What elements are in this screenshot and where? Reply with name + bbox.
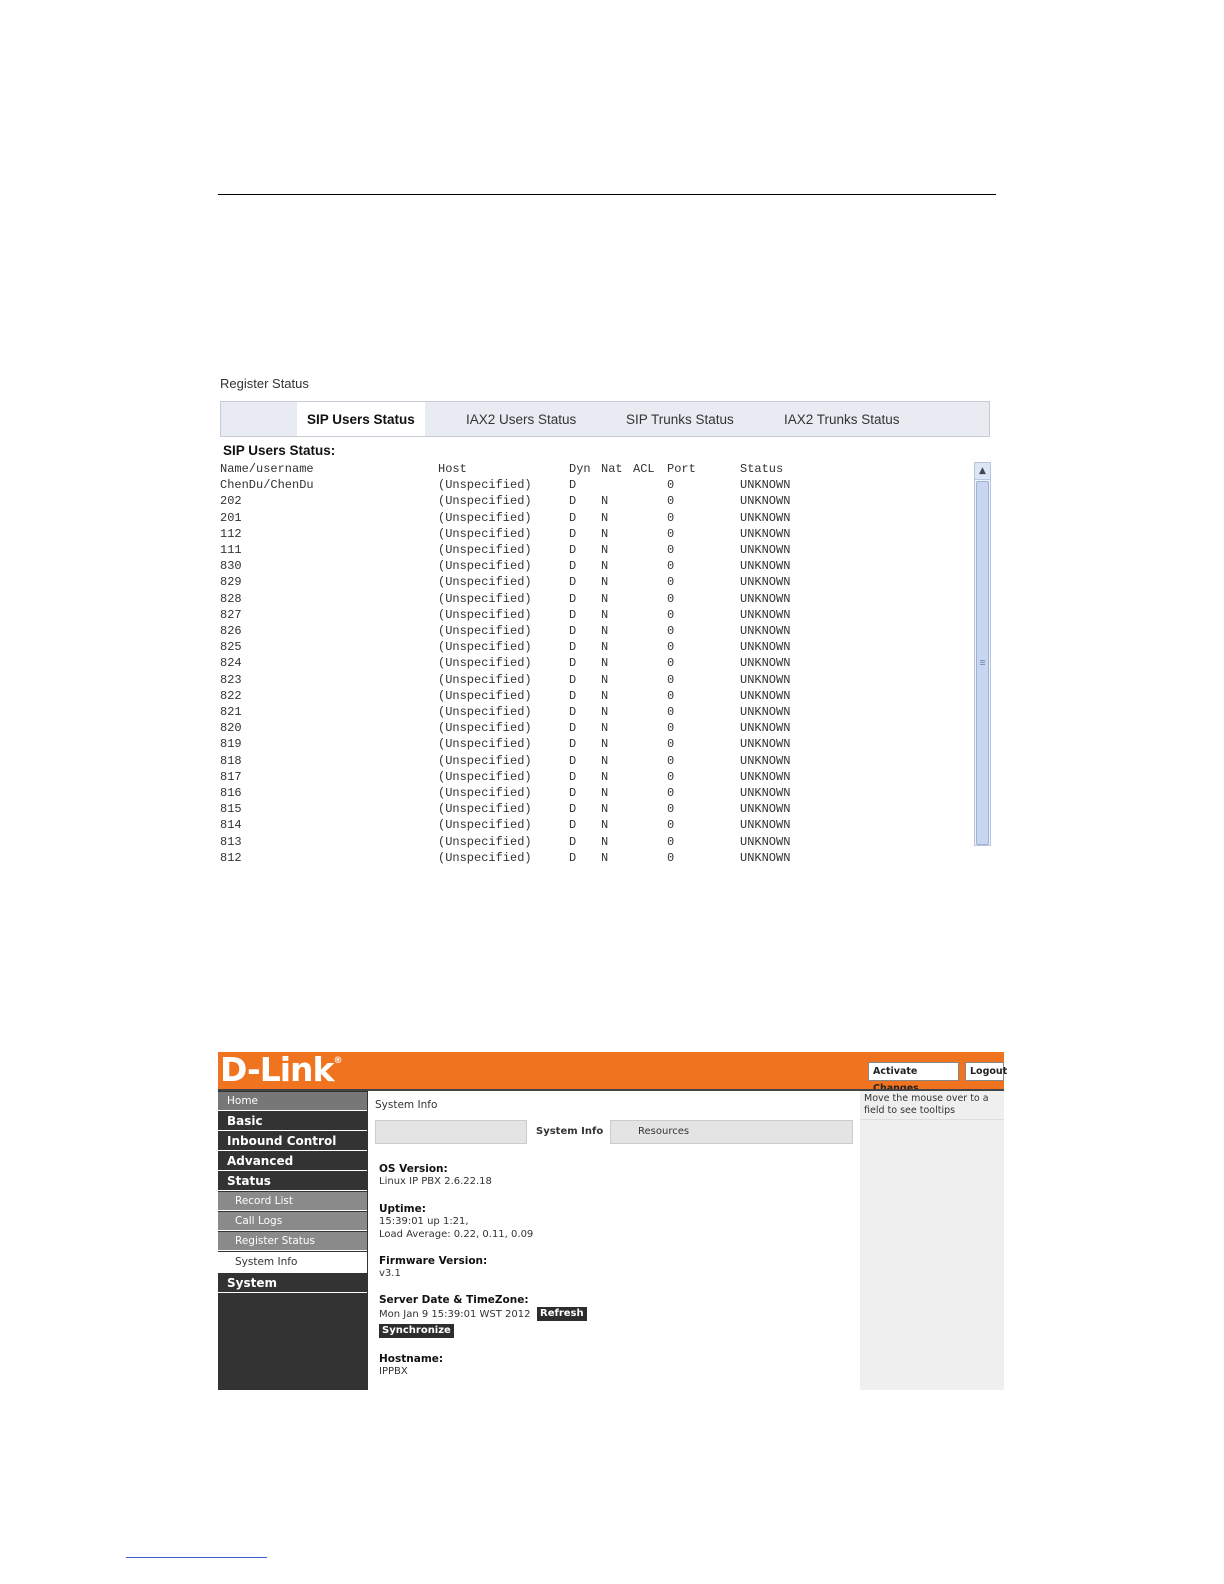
cell-host: (Unspecified)	[438, 688, 532, 703]
cell-name: 823	[220, 672, 242, 687]
cell-nat: N	[601, 672, 609, 687]
tab-system-info[interactable]: System Info	[528, 1120, 611, 1144]
column-header-status: Status	[740, 462, 784, 476]
sidebar-item-record-list[interactable]: Record List	[218, 1192, 367, 1211]
cell-host: (Unspecified)	[438, 737, 532, 752]
table-row	[218, 786, 968, 802]
cell-status: UNKNOWN	[740, 818, 791, 833]
cell-nat: N	[601, 607, 609, 622]
cell-dyn: D	[569, 559, 577, 574]
table-scrollbar[interactable]	[974, 462, 991, 846]
table-row	[218, 575, 968, 591]
refresh-button[interactable]: Refresh	[537, 1307, 587, 1321]
cell-dyn: D	[569, 850, 577, 865]
cell-dyn: D	[569, 818, 577, 833]
column-header-port: Port	[667, 462, 696, 476]
table-row	[218, 673, 968, 689]
cell-status: UNKNOWN	[740, 494, 791, 509]
load-average-value: Load Average: 0.22, 0.11, 0.09	[379, 1229, 534, 1240]
cell-name: 821	[220, 705, 242, 719]
sidebar-item-register-status[interactable]: Register Status	[218, 1232, 367, 1251]
sidebar-item-system[interactable]: System	[218, 1274, 367, 1293]
table-row	[218, 737, 968, 753]
os-version-label: OS Version:	[379, 1163, 448, 1175]
cell-status: UNKNOWN	[740, 688, 791, 703]
cell-host: (Unspecified)	[438, 591, 532, 606]
cell-name: 813	[220, 834, 242, 849]
cell-host: (Unspecified)	[438, 543, 532, 557]
logout-button[interactable]: Logout	[965, 1062, 1004, 1081]
cell-name: 820	[220, 721, 242, 736]
cell-status: UNKNOWN	[740, 640, 791, 655]
cell-dyn: D	[569, 672, 577, 687]
tab-iax2-trunks-status[interactable]: IAX2 Trunks Status	[784, 412, 900, 427]
cell-dyn: D	[569, 526, 577, 541]
table-row	[218, 624, 968, 640]
cell-status: UNKNOWN	[740, 591, 791, 606]
cell-host: (Unspecified)	[438, 526, 532, 541]
cell-host: (Unspecified)	[438, 721, 532, 736]
cell-host: (Unspecified)	[438, 640, 532, 655]
table-row	[218, 494, 968, 510]
cell-status: UNKNOWN	[740, 705, 791, 719]
cell-dyn: D	[569, 624, 577, 638]
cell-host: (Unspecified)	[438, 607, 532, 622]
table-row	[218, 689, 968, 705]
table-row	[218, 754, 968, 770]
cell-nat: N	[601, 769, 609, 784]
table-row	[218, 656, 968, 672]
register-status-panel	[218, 372, 993, 872]
cell-dyn: D	[569, 591, 577, 606]
cell-status: UNKNOWN	[740, 526, 791, 541]
cell-dyn: D	[569, 834, 577, 849]
cell-dyn: D	[569, 721, 577, 736]
cell-dyn: D	[569, 802, 577, 817]
cell-status: UNKNOWN	[740, 737, 791, 752]
cell-dyn: D	[569, 737, 577, 752]
cell-port: 0	[667, 575, 675, 590]
cell-nat: N	[601, 559, 609, 574]
cell-name: 812	[220, 850, 242, 865]
column-header-nat: Nat	[601, 462, 623, 476]
cell-host: (Unspecified)	[438, 850, 532, 865]
cell-nat: N	[601, 786, 609, 800]
cell-name: 112	[220, 526, 242, 541]
cell-port: 0	[667, 834, 675, 849]
cell-host: (Unspecified)	[438, 510, 532, 525]
tab-sip-users-status[interactable]: SIP Users Status	[297, 402, 425, 436]
cell-name: 111	[220, 543, 242, 557]
cell-host: (Unspecified)	[438, 786, 532, 800]
cell-port: 0	[667, 591, 675, 606]
cell-host: (Unspecified)	[438, 624, 532, 638]
chevron-up-icon[interactable]: ▲	[975, 463, 990, 480]
cell-name: 819	[220, 737, 242, 752]
table-row	[218, 543, 968, 559]
activate-changes-button[interactable]: Activate	[868, 1062, 959, 1081]
cell-port: 0	[667, 559, 675, 574]
cell-host: (Unspecified)	[438, 753, 532, 768]
cell-name: 830	[220, 559, 242, 574]
cell-status: UNKNOWN	[740, 834, 791, 849]
cell-host: (Unspecified)	[438, 575, 532, 590]
cell-nat: N	[601, 737, 609, 752]
cell-name: 815	[220, 802, 242, 817]
table-row	[218, 478, 968, 494]
server-date-label: Server Date & TimeZone:	[379, 1294, 529, 1306]
cell-dyn: D	[569, 786, 577, 800]
tab-iax2-users-status[interactable]: IAX2 Users Status	[466, 412, 577, 427]
cell-nat: N	[601, 494, 609, 509]
cell-port: 0	[667, 721, 675, 736]
cell-dyn: D	[569, 543, 577, 557]
cell-host: (Unspecified)	[438, 672, 532, 687]
grip-line	[980, 664, 985, 665]
table-row	[218, 721, 968, 737]
cell-port: 0	[667, 786, 675, 800]
grip-line	[980, 660, 985, 661]
cell-port: 0	[667, 769, 675, 784]
status-tab-bar	[220, 401, 990, 437]
table-row	[218, 818, 968, 834]
cell-nat: N	[601, 575, 609, 590]
cell-port: 0	[667, 818, 675, 833]
cell-status: UNKNOWN	[740, 786, 791, 800]
cell-nat: N	[601, 753, 609, 768]
cell-host: (Unspecified)	[438, 705, 532, 719]
cell-port: 0	[667, 526, 675, 541]
header-banner	[218, 1050, 1008, 1089]
cell-nat: N	[601, 624, 609, 638]
section-title: SIP Users Status:	[223, 443, 336, 458]
cell-nat: N	[601, 543, 609, 557]
cell-nat: N	[601, 510, 609, 525]
cell-name: 822	[220, 688, 242, 703]
cell-nat: N	[601, 818, 609, 833]
uptime-label: Uptime:	[379, 1203, 426, 1215]
cell-host: (Unspecified)	[438, 769, 532, 784]
cell-name: 201	[220, 510, 242, 525]
cell-status: UNKNOWN	[740, 543, 791, 557]
cell-host: (Unspecified)	[438, 559, 532, 574]
cell-port: 0	[667, 510, 675, 525]
firmware-version-value: v3.1	[379, 1268, 401, 1279]
cell-nat: N	[601, 656, 609, 671]
header-rule	[218, 194, 996, 195]
cell-nat: N	[601, 850, 609, 865]
footer-rule	[126, 1557, 267, 1558]
cell-name: ChenDu/ChenDu	[220, 478, 314, 493]
cell-port: 0	[667, 705, 675, 719]
cell-dyn: D	[569, 688, 577, 703]
dlink-system-info-screen	[218, 1050, 1008, 1390]
cell-port: 0	[667, 624, 675, 638]
cell-status: UNKNOWN	[740, 607, 791, 622]
os-version-value: Linux IP PBX 2.6.22.18	[379, 1176, 492, 1187]
tooltip-panel	[860, 1091, 1004, 1390]
cell-status: UNKNOWN	[740, 769, 791, 784]
table-row	[218, 640, 968, 656]
cell-dyn: D	[569, 478, 577, 493]
tooltip-divider	[860, 1119, 1004, 1120]
table-row	[218, 559, 968, 575]
cell-port: 0	[667, 688, 675, 703]
table-header-row	[218, 462, 968, 478]
tab-sip-trunks-status[interactable]: SIP Trunks Status	[626, 412, 734, 427]
cell-nat: N	[601, 591, 609, 606]
cell-name: 829	[220, 575, 242, 590]
cell-status: UNKNOWN	[740, 624, 791, 638]
table-row	[218, 851, 968, 867]
cell-port: 0	[667, 494, 675, 509]
cell-nat: N	[601, 802, 609, 817]
cell-port: 0	[667, 607, 675, 622]
table-row	[218, 527, 968, 543]
table-row	[218, 835, 968, 851]
sidebar-item-advanced[interactable]: Advanced	[218, 1152, 367, 1171]
sidebar-item-basic[interactable]: Basic	[218, 1112, 367, 1131]
cell-dyn: D	[569, 575, 577, 590]
cell-status: UNKNOWN	[740, 802, 791, 817]
cell-status: UNKNOWN	[740, 656, 791, 671]
cell-nat: N	[601, 721, 609, 736]
cell-name: 816	[220, 786, 242, 800]
sidebar-item-system-info[interactable]: System Info	[218, 1252, 367, 1273]
tab-bar-left	[375, 1120, 527, 1144]
cell-dyn: D	[569, 510, 577, 525]
cell-name: 827	[220, 607, 242, 622]
cell-status: UNKNOWN	[740, 478, 791, 493]
cell-port: 0	[667, 543, 675, 557]
cell-status: UNKNOWN	[740, 672, 791, 687]
sidebar-item-inbound-control[interactable]: Inbound Control	[218, 1132, 367, 1151]
sidebar-item-home[interactable]: Home	[218, 1092, 367, 1111]
cell-name: 826	[220, 624, 242, 638]
cell-host: (Unspecified)	[438, 494, 532, 509]
cell-status: UNKNOWN	[740, 753, 791, 768]
sidebar-item-status[interactable]: Status	[218, 1172, 367, 1191]
cell-name: 824	[220, 656, 242, 671]
cell-host: (Unspecified)	[438, 818, 532, 833]
hostname-label: Hostname:	[379, 1353, 444, 1365]
cell-dyn: D	[569, 494, 577, 509]
cell-port: 0	[667, 802, 675, 817]
tooltip-text: Move the mouse over to a field to see tooltips	[864, 1093, 989, 1116]
cell-name: 814	[220, 818, 242, 833]
cell-port: 0	[667, 478, 675, 493]
cell-status: UNKNOWN	[740, 850, 791, 865]
sip-users-table	[218, 462, 993, 872]
cell-dyn: D	[569, 769, 577, 784]
cell-dyn: D	[569, 656, 577, 671]
cell-dyn: D	[569, 640, 577, 655]
main-content	[375, 1091, 859, 1390]
panel-title: Register Status	[220, 376, 309, 391]
table-row	[218, 770, 968, 786]
cell-status: UNKNOWN	[740, 559, 791, 574]
cell-host: (Unspecified)	[438, 802, 532, 817]
table-row	[218, 608, 968, 624]
cell-nat: N	[601, 705, 609, 719]
uptime-value: 15:39:01 up 1:21,	[379, 1216, 469, 1227]
cell-name: 202	[220, 494, 242, 509]
cell-status: UNKNOWN	[740, 575, 791, 590]
cell-port: 0	[667, 753, 675, 768]
cell-port: 0	[667, 850, 675, 865]
sidebar	[218, 1091, 368, 1390]
cell-host: (Unspecified)	[438, 478, 532, 493]
table-row	[218, 511, 968, 527]
cell-nat: N	[601, 640, 609, 655]
cell-nat: N	[601, 526, 609, 541]
synchronize-button[interactable]: Synchronize	[379, 1324, 454, 1338]
column-header-acl: ACL	[633, 462, 655, 476]
column-header-name: Name/username	[220, 462, 314, 476]
cell-dyn: D	[569, 705, 577, 719]
cell-nat: N	[601, 834, 609, 849]
cell-port: 0	[667, 656, 675, 671]
tab-resources[interactable]: Resources	[638, 1126, 690, 1137]
scroll-thumb[interactable]	[976, 481, 989, 845]
cell-port: 0	[667, 737, 675, 752]
table-row	[218, 705, 968, 721]
grip-line	[980, 662, 985, 663]
column-header-host: Host	[438, 462, 467, 476]
cell-name: 817	[220, 769, 242, 784]
cell-name: 825	[220, 640, 242, 655]
sidebar-item-call-logs[interactable]: Call Logs	[218, 1212, 367, 1231]
cell-host: (Unspecified)	[438, 656, 532, 671]
table-row	[218, 802, 968, 818]
table-row	[218, 592, 968, 608]
cell-port: 0	[667, 640, 675, 655]
cell-status: UNKNOWN	[740, 510, 791, 525]
cell-nat: N	[601, 688, 609, 703]
cell-status: UNKNOWN	[740, 721, 791, 736]
cell-name: 818	[220, 753, 242, 768]
firmware-version-label: Firmware Version:	[379, 1255, 488, 1267]
cell-dyn: D	[569, 753, 577, 768]
cell-name: 828	[220, 591, 242, 606]
server-date-value: Mon Jan 9 15:39:01 WST 2012	[379, 1309, 531, 1320]
column-header-dyn: Dyn	[569, 462, 591, 476]
dlink-logo: D-Link®	[220, 1050, 342, 1089]
cell-port: 0	[667, 672, 675, 687]
page-title: System Info	[375, 1099, 438, 1111]
hostname-value: IPPBX	[379, 1366, 408, 1377]
cell-host: (Unspecified)	[438, 834, 532, 849]
cell-dyn: D	[569, 607, 577, 622]
